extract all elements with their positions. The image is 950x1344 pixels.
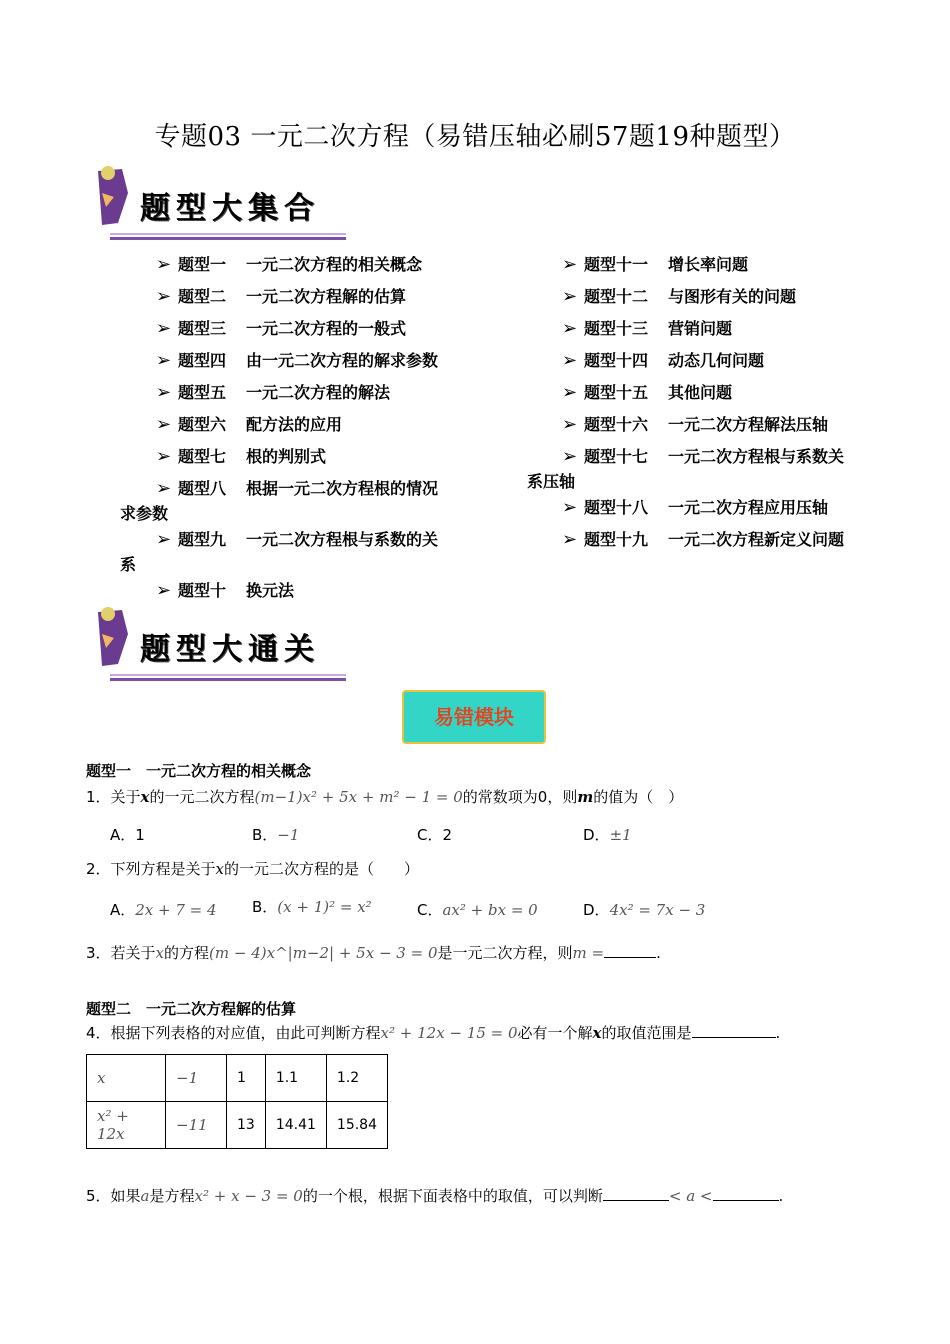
toc-name-wrap: 系压轴 — [527, 472, 576, 491]
arrow-bullet-icon: ➢ — [562, 414, 578, 435]
arrow-bullet-icon: ➢ — [562, 350, 578, 371]
arrow-bullet-icon: ➢ — [562, 286, 578, 307]
answer-blank[interactable] — [692, 1023, 776, 1038]
toc-number: 题型十七 — [584, 447, 649, 466]
toc-item — [562, 444, 844, 467]
toc-item — [562, 316, 732, 339]
toc-number: 题型八 — [178, 479, 227, 498]
question-3: 3．若关于x的方程(m − 4)x^|m−2| + 5x − 3 = 0是一元二次方程，则m = . — [86, 944, 661, 962]
table-row — [87, 1055, 388, 1102]
module-label: 易错模块 — [402, 690, 546, 744]
toc-name: 根的判别式 — [246, 447, 327, 466]
toc-name: 一元二次方程新定义问题 — [668, 530, 845, 549]
toc-name: 由一元二次方程的解求参数 — [246, 351, 439, 370]
table-cell: 1 — [227, 1055, 266, 1102]
toc-number: 题型十 — [178, 581, 227, 600]
arrow-bullet-icon: ➢ — [156, 382, 172, 403]
toc-name: 一元二次方程的解法 — [246, 383, 391, 402]
toc-name: 根据一元二次方程根的情况 — [246, 479, 439, 498]
table-cell: 14.41 — [265, 1102, 326, 1149]
toc-name: 一元二次方程根与系数的关 — [246, 530, 439, 549]
arrow-bullet-icon: ➢ — [156, 529, 172, 550]
toc-number: 题型六 — [178, 415, 227, 434]
arrow-bullet-icon: ➢ — [156, 350, 172, 371]
toc-item — [562, 412, 828, 435]
equation: (m−1)x² + 5x + m² − 1 = 0 — [254, 788, 463, 806]
option-c[interactable]: C．2 — [417, 826, 453, 844]
page-title: 专题03 一元二次方程（易错压轴必刷57题19种题型） — [154, 122, 796, 152]
table-row — [87, 1102, 388, 1149]
toc-name: 营销问题 — [668, 319, 733, 338]
option-c[interactable]: C．ax² + bx = 0 — [417, 901, 538, 919]
option-d[interactable]: D．±1 — [583, 826, 632, 844]
toc-item — [156, 527, 438, 550]
toc-item — [156, 380, 390, 403]
toc-name: 与图形有关的问题 — [668, 287, 797, 306]
option-b[interactable]: B．(x + 1)² = x² — [252, 898, 372, 916]
toc-name: 换元法 — [246, 581, 295, 600]
table-cell: 13 — [227, 1102, 266, 1149]
option-b[interactable]: B．−1 — [252, 826, 300, 844]
question-5: 5．如果a是方程x² + x − 3 = 0的一个根，根据下面表格中的取值，可以判断 < a < . — [86, 1187, 784, 1205]
section-title: 题型二 一元二次方程解的估算 — [86, 1000, 297, 1018]
toc-name: 一元二次方程的相关概念 — [246, 255, 423, 274]
table-cell: x — [87, 1055, 166, 1102]
toc-item — [156, 316, 406, 339]
toc-name-wrap: 求参数 — [120, 504, 169, 523]
section-title: 题型一 一元二次方程的相关概念 — [86, 762, 312, 780]
toc-name: 一元二次方程解的估算 — [246, 287, 407, 306]
arrow-bullet-icon: ➢ — [156, 318, 172, 339]
equation: x² + x − 3 = 0 — [194, 1187, 303, 1205]
arrow-bullet-icon: ➢ — [562, 382, 578, 403]
table-cell: 1.2 — [326, 1055, 387, 1102]
toc-number: 题型十三 — [584, 319, 649, 338]
toc-name-wrap: 系 — [120, 555, 137, 574]
arrow-bullet-icon: ➢ — [562, 446, 578, 467]
question-4: 4．根据下列表格的对应值，由此可判断方程x² + 12x − 15 = 0必有一个解x的取值范围是 . — [86, 1024, 781, 1042]
table-cell: 15.84 — [326, 1102, 387, 1149]
arrow-bullet-icon: ➢ — [562, 318, 578, 339]
toc-number: 题型一 — [178, 255, 227, 274]
toc-item — [562, 527, 844, 550]
toc-number: 题型十二 — [584, 287, 649, 306]
table-cell: −1 — [166, 1055, 227, 1102]
toc-number: 题型九 — [178, 530, 227, 549]
toc-number: 题型十六 — [584, 415, 649, 434]
toc-item — [562, 252, 748, 275]
question-1: 1．关于x的一元二次方程(m−1)x² + 5x + m² − 1 = 0的常数项为0，则m的值为（ ） — [86, 788, 684, 806]
table-cell: x² + 12x — [87, 1102, 166, 1149]
table-cell: 1.1 — [265, 1055, 326, 1102]
value-table — [86, 1054, 388, 1149]
toc-item — [156, 252, 422, 275]
toc-number: 题型十五 — [584, 383, 649, 402]
arrow-bullet-icon: ➢ — [156, 254, 172, 275]
toc-item — [562, 284, 796, 307]
toc-item — [562, 380, 732, 403]
toc-name: 增长率问题 — [668, 255, 749, 274]
toc-number: 题型二 — [178, 287, 227, 306]
question-2: 2．下列方程是关于x的一元二次方程的是（ ） — [86, 860, 420, 878]
toc-item — [156, 284, 406, 307]
toc-item — [156, 412, 342, 435]
option-d[interactable]: D．4x² = 7x − 3 — [583, 901, 706, 919]
answer-blank[interactable] — [713, 1186, 779, 1201]
banner-collection — [88, 163, 350, 247]
arrow-bullet-icon: ➢ — [156, 446, 172, 467]
toc-name: 动态几何问题 — [668, 351, 765, 370]
toc-number: 题型十九 — [584, 530, 649, 549]
toc-name: 其他问题 — [668, 383, 733, 402]
arrow-bullet-icon: ➢ — [156, 580, 172, 601]
banner-title: 题型大通关 — [140, 632, 320, 667]
equation: x² + 12x − 15 = 0 — [380, 1024, 518, 1042]
arrow-bullet-icon: ➢ — [562, 497, 578, 518]
answer-blank[interactable] — [603, 1186, 669, 1201]
arrow-bullet-icon: ➢ — [156, 478, 172, 499]
toc-item — [562, 348, 764, 371]
arrow-bullet-icon: ➢ — [562, 254, 578, 275]
arrow-bullet-icon: ➢ — [156, 414, 172, 435]
answer-blank[interactable] — [604, 943, 656, 958]
toc-number: 题型十八 — [584, 498, 649, 517]
toc-number: 题型五 — [178, 383, 227, 402]
toc-name: 一元二次方程根与系数关 — [668, 447, 845, 466]
toc-name: 一元二次方程的一般式 — [246, 319, 407, 338]
option-a[interactable]: A．1 — [110, 826, 145, 844]
toc-number: 题型四 — [178, 351, 227, 370]
banner-title: 题型大集合 — [140, 191, 320, 226]
banner-pass — [88, 604, 350, 688]
arrow-bullet-icon: ➢ — [562, 529, 578, 550]
toc-name: 一元二次方程解法压轴 — [668, 415, 829, 434]
table-cell: −11 — [166, 1102, 227, 1149]
toc-item — [156, 578, 294, 601]
toc-item — [156, 476, 438, 499]
option-a[interactable]: A．2x + 7 = 4 — [110, 901, 217, 919]
toc-item — [562, 495, 828, 518]
toc-number: 题型十四 — [584, 351, 649, 370]
toc-name: 配方法的应用 — [246, 415, 343, 434]
toc-name: 一元二次方程应用压轴 — [668, 498, 829, 517]
toc-item — [156, 444, 326, 467]
arrow-bullet-icon: ➢ — [156, 286, 172, 307]
equation: (m − 4)x^|m−2| + 5x − 3 = 0 — [209, 944, 438, 962]
toc-number: 题型三 — [178, 319, 227, 338]
toc-number: 题型十一 — [584, 255, 649, 274]
toc-item — [156, 348, 438, 371]
toc-number: 题型七 — [178, 447, 227, 466]
